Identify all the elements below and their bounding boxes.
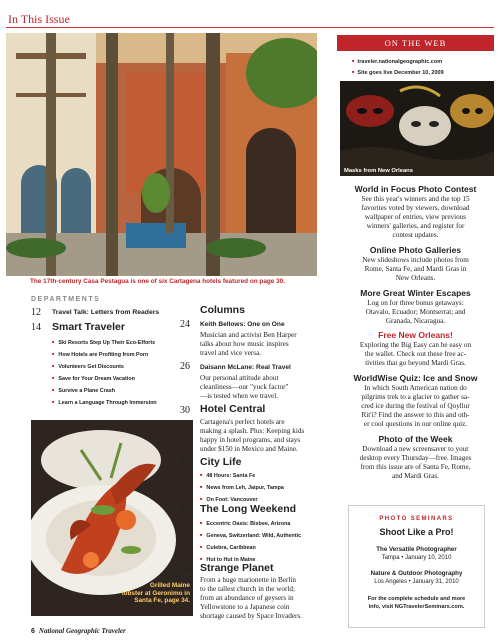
toc-entry-body: [200, 576, 302, 621]
body-line: Rome, Santa Fe, and Mardi Gras in: [364, 265, 467, 273]
body-line: er cool questions in our online quiz.: [363, 420, 468, 428]
web-section-body: [337, 445, 494, 481]
page-number: 12: [31, 307, 41, 318]
body-line: cred ice during the festival of Qoyllur: [361, 402, 470, 410]
body-line: from this issue are of Santa Fe, Rome,: [360, 463, 471, 471]
body-line: Otavalo, Ecuador; Montserrat; and: [365, 308, 466, 316]
section-header: [6, 4, 494, 28]
toc-bullet[interactable]: ■ Culebra, Caribbean: [200, 544, 256, 551]
web-section-title[interactable]: WorldWise Quiz: Ice and Snow: [353, 373, 478, 383]
web-section-title[interactable]: Photo of the Week: [378, 434, 453, 444]
toc-section-title[interactable]: City Life: [200, 456, 242, 468]
masks-photo: [340, 81, 494, 176]
web-section-body: [337, 195, 494, 240]
footer-page-number: 6: [31, 628, 35, 635]
page-number: 26: [180, 361, 190, 372]
body-line: Exploring the Big Easy can be easy on: [359, 341, 472, 349]
body-line: under $150 in Mexico and Maine.: [200, 445, 298, 453]
info-line: For the complete schedule and more: [367, 596, 466, 602]
web-section-body: [337, 384, 494, 429]
footer-publication: National Geographic Traveler: [38, 627, 126, 635]
web-section-title[interactable]: Free New Orleans!: [378, 330, 453, 340]
toc-section-title[interactable]: Hotel Central: [200, 403, 266, 415]
toc-bullet[interactable]: ■ News from Leh, Jaipur, Tampa: [200, 484, 284, 491]
toc-bullet[interactable]: ■ Eccentric Oasis: Bisbee, Arizona: [200, 520, 290, 527]
body-line: Yellowstone to a Japanese coin: [200, 603, 290, 611]
toc-bullet[interactable]: ■ Ski Resorts Step Up Their Eco-Efforts: [52, 339, 155, 346]
toc-entry-title[interactable]: Travel Talk: Letters from Readers: [52, 309, 160, 316]
toc-entry-title[interactable]: Keith Bellows: One on One: [200, 321, 285, 328]
body-line: Rit'i? Find the answer to this and oth-: [361, 411, 470, 419]
body-line: making a splash. Plus: Keeping kids: [200, 427, 305, 435]
body-line: the wallet. Check out these free ac-: [364, 350, 467, 358]
toc-entry-body: [200, 374, 289, 401]
on-the-web-banner: ON THE WEB: [337, 35, 494, 51]
hotel-courtyard-photo: [6, 33, 317, 276]
toc-entry-body: [200, 331, 297, 358]
body-line: happy in hotel programs, and stays: [200, 436, 301, 444]
body-line: In which South American nation do: [364, 384, 467, 392]
body-line: desktop every Thursday—free. Images: [359, 454, 472, 462]
body-line: pilgrims trek to a glacier to gather sa-: [361, 393, 470, 401]
web-section-body: [337, 341, 494, 368]
page-number: 30: [180, 405, 190, 416]
body-line: Musician and activist Ben Harper: [200, 331, 297, 339]
body-line: travel and vice versa.: [200, 349, 262, 357]
body-line: See this year's winners and the top 15: [361, 195, 470, 203]
photo-caption: The 17th-century Casa Pestagua is one of six Cartagena hotels featured on page 30.: [30, 278, 285, 285]
page-number: 82: [180, 505, 190, 516]
body-line: shortage caused by Space Invaders.: [200, 612, 302, 620]
info-line: info, visit NGTravelerSeminars.com.: [368, 603, 465, 610]
seminar-detail: Tampa • January 10, 2010: [381, 555, 452, 561]
body-line: tivities that go beyond Mardi Gras.: [365, 359, 466, 367]
lobster-caption: [118, 582, 190, 605]
photo-seminars-box: [348, 505, 485, 628]
body-line: New slideshows include photos from: [362, 256, 469, 264]
body-line: Cartagena's perfect hotels are: [200, 418, 285, 426]
toc-bullet[interactable]: ■ Learn a Language Through Immersion: [52, 399, 157, 406]
body-line: Log on for three bonus getaways:: [367, 299, 464, 307]
caption-line: lobster at Geronimo in: [121, 589, 190, 597]
body-line: and Mardi Gras.: [392, 472, 439, 480]
toc-section-title[interactable]: The Long Weekend: [200, 503, 297, 515]
seminars-title: Shoot Like a Pro!: [379, 527, 454, 537]
web-section-body: [337, 256, 494, 283]
body-line: wallpaper of entries, view previous: [364, 213, 467, 221]
toc-bullet[interactable]: ■ Save for Your Dream Vacation: [52, 375, 135, 382]
caption-line: Santa Fe, page 34.: [134, 597, 190, 604]
body-line: —is tested when we travel.: [200, 392, 279, 400]
body-line: from an abundance of geysers in: [200, 594, 294, 602]
toc-bullet[interactable]: ■ Hut to Hut in Maine: [200, 556, 256, 563]
toc-bullet[interactable]: ■ Geneva, Switzerland: Wild, Authentic: [200, 532, 301, 539]
body-line: cleanliness—our "yuck factor": [200, 383, 289, 391]
web-section-title[interactable]: World in Focus Photo Contest: [354, 184, 477, 194]
toc-bullet[interactable]: ■ How Hotels are Profiting from Porn: [52, 351, 148, 358]
toc-entry-body: [200, 418, 304, 454]
columns-heading: Columns: [200, 304, 245, 316]
body-line: contest updates.: [392, 231, 439, 239]
toc-entry-title[interactable]: Daisann McLane: Real Travel: [200, 364, 291, 371]
body-line: Download a new screensaver to your: [362, 445, 469, 453]
toc-section-title[interactable]: Strange Planet: [200, 562, 274, 574]
body-line: From a huge marionette in Berlin: [200, 576, 297, 584]
page-footer: [31, 627, 126, 635]
page-number: 34: [180, 458, 190, 469]
section-title: In This Issue: [8, 12, 70, 26]
seminar-detail: Los Angeles • January 31, 2010: [374, 579, 459, 585]
seminars-label: PHOTO SEMINARS: [379, 516, 454, 522]
departments-label: DEPARTMENTS: [31, 296, 101, 303]
web-section-title[interactable]: More Great Winter Escapes: [360, 288, 471, 298]
web-bullet-link[interactable]: ■ traveler.nationalgeographic.com: [352, 58, 442, 65]
toc-bullet[interactable]: ■ 48 Hours: Santa Fe: [200, 472, 255, 479]
page-number: 86: [180, 564, 190, 575]
seminar-name[interactable]: The Versatile Photographer: [376, 546, 457, 553]
toc-bullet[interactable]: ■ Volunteers Get Discounts: [52, 363, 124, 370]
masks-caption: Masks from New Orleans: [344, 168, 413, 174]
toc-bullet[interactable]: ■ Survive a Plane Crash: [52, 387, 115, 394]
toc-bullet[interactable]: ■ On Foot: Vancouver: [200, 496, 258, 503]
seminars-more-info[interactable]: [349, 596, 484, 611]
body-line: Our personal attitude about: [200, 374, 279, 382]
body-line: New Orleans.: [395, 274, 436, 282]
body-line: Granada, Nicaragua.: [385, 317, 446, 325]
toc-section-title[interactable]: Smart Traveler: [52, 321, 125, 333]
body-line: talks about how music inspires: [200, 340, 289, 348]
body-line: winners' galleries, and register for: [366, 222, 465, 230]
caption-line: Grilled Maine: [149, 582, 190, 589]
page-number: 14: [31, 322, 41, 333]
web-section-body: [337, 299, 494, 326]
seminar-name[interactable]: Nature & Outdoor Photography: [370, 570, 463, 577]
body-line: favorites voted by viewers, download: [361, 204, 470, 212]
page-number: 24: [180, 319, 190, 330]
web-bullet: ■ Site goes live December 10, 2009: [352, 69, 444, 76]
web-section-title[interactable]: Online Photo Galleries: [369, 245, 462, 255]
body-line: to the tallest church in the world;: [200, 585, 296, 593]
